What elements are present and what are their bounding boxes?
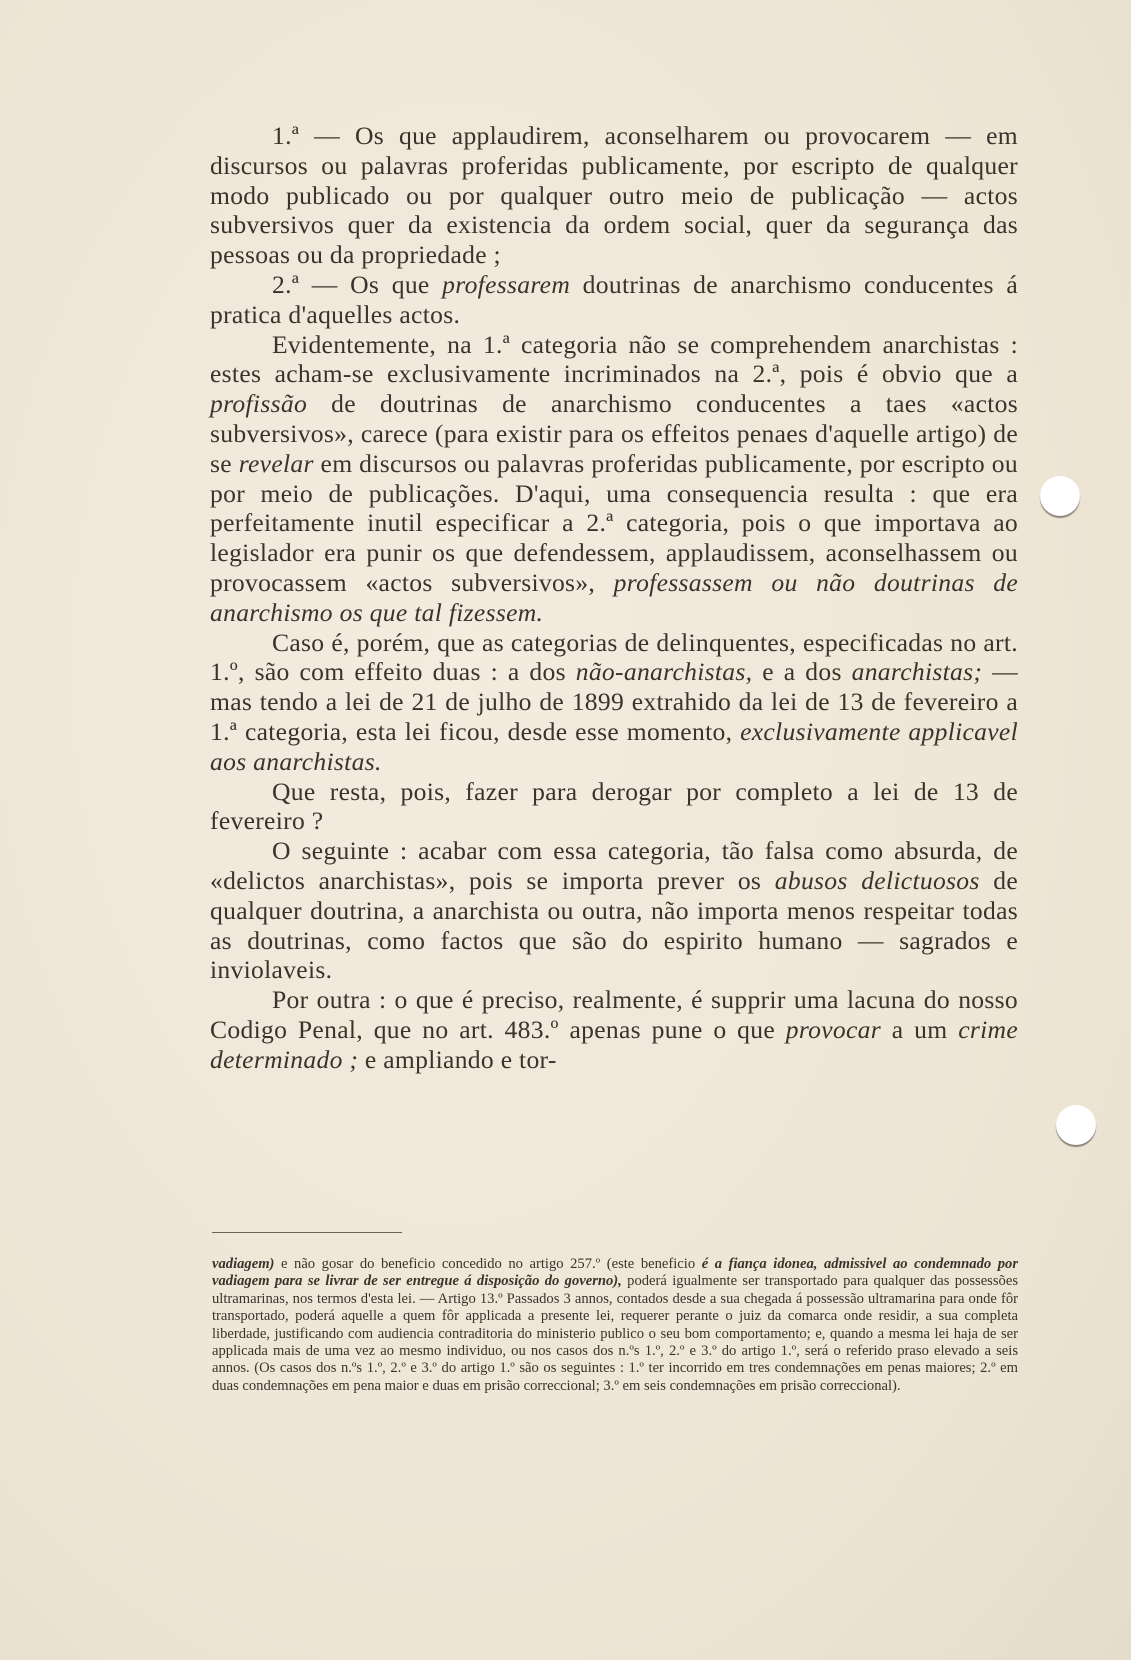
footnote-segment: é a fiança idonea, admissivel ao condemnado por vadiagem para se livrar de ser entregue á disposição do governo), xyxy=(212,1256,1018,1290)
paragraph-6-segment: crime determinado ; xyxy=(210,1014,1018,1074)
paragraph-4 xyxy=(210,628,1018,777)
paragraph-1-segment: doutrinas de anarchismo conducentes á pratica d'aquelles actos. xyxy=(210,269,1018,329)
paragraph-2-segment xyxy=(753,568,772,597)
paragraph-2 xyxy=(210,270,1018,330)
paragraph-1-segment: 2.ª — Os que xyxy=(272,269,443,299)
footnote-segment: poderá igualmente ser transportado para qualquer das possessões ultramarinas, nos termos d'esta lei. — Artigo 13.º Passados 3 annos, contados desde a sua chegada á possessão ultramarina para onde fôr transportado, poderá aquelle a quem fôr applicada a presente lei, requerer perante o juiz da comarca onde residir, a sua completa liberdade, justificando com audiencia contraditoria do ministerio publico o seu bom comportamento; e, quando a mesma lei haja de ser applicada mais de uma vez ao mesmo individuo, ou nos casos dos n.ºs 1.º, 2.º e 3.º do artigo 1.º, será o referido praso elevado a seis annos. (Os casos dos n.ºs 1.º, 2.º e 3.º do artigo 1.º são os seguintes : 1.º ter incorrido em tres condemnações em penas maiores; 2.º em duas condemnações em pena maior e duas em prisão correccional; 3.º em seis condemnações em prisão correccional). xyxy=(212,1273,1018,1394)
paragraph-6-segment: a um xyxy=(881,1014,959,1044)
paragraph-3-segment: não-anarchistas, xyxy=(575,657,753,687)
paragraph-2-segment: Evidentemente, na 1.ª categoria não se comprehendem anarchistas : estes acham-se exclusivamente incriminados na 2.ª, pois é obvio que a xyxy=(210,329,1018,389)
footnote xyxy=(212,1256,1018,1395)
paragraph-3 xyxy=(210,330,1018,628)
paragraph-2-segment: de doutrinas de anarchismo conducentes a taes «actos subversivos», carece (para existir para os effeitos penaes d'aquelle artigo) de se xyxy=(210,389,1018,478)
paragraph-3-segment: anarchistas; xyxy=(851,657,983,687)
paragraph-5-segment: de qualquer doutrina, a anarchista ou outra, não importa menos respeitar todas as doutrinas, como factos que são do espirito humano — sagrados e inviolaveis. xyxy=(210,865,1018,985)
paragraph-3-segment: — mas tendo a lei de 21 de julho de 1899 extrahido da lei de 13 de fevereiro a 1.ª categoria, esta lei ficou, desde esse momento, xyxy=(210,657,1018,746)
main-text xyxy=(210,121,1018,1075)
paragraph-3-segment: e a dos xyxy=(752,657,852,687)
paragraph-3-segment: exclusivamente applicavel aos anarchistas. xyxy=(210,716,1019,776)
paragraph-5-segment: abusos delictuosos xyxy=(774,865,980,895)
paragraph-5 xyxy=(210,777,1018,837)
punch-hole-top xyxy=(1040,476,1080,516)
paragraph-1-segment: professarem xyxy=(442,269,571,299)
punch-hole-bottom xyxy=(1056,1105,1096,1145)
paragraph-6-segment: provocar xyxy=(785,1014,882,1044)
paragraph-6 xyxy=(210,836,1018,985)
paragraph-3-segment: Caso é, porém, que as categorias de delinquentes, especificadas no art. 1.º, são com effeito duas : a dos xyxy=(210,627,1018,687)
paragraph-7 xyxy=(210,985,1018,1074)
paragraph-6-segment: e ampliando e tor- xyxy=(358,1044,557,1074)
paragraph-2-segment: ou não doutrinas de anarchismo os que tal fizessem. xyxy=(210,567,1018,627)
footnote-separator xyxy=(212,1232,402,1233)
paragraph-5-segment: O seguinte : acabar com essa categoria, tão falsa como absurda, de «delictos anarchistas», pois se importa prever os xyxy=(210,836,1018,895)
paragraph-4-segment: Que resta, pois, fazer para derogar por completo a lei de 13 de fevereiro ? xyxy=(210,776,1018,836)
paragraph-2-segment: profissão xyxy=(210,389,308,419)
paragraph-2-segment: revelar xyxy=(238,448,314,478)
footnote-segment: e não gosar do beneficio concedido no artigo 257.º (este beneficio xyxy=(274,1256,702,1272)
paragraph-2-segment: professassem xyxy=(613,567,753,597)
paragraph-0-segment: 1.ª — Os que applaudirem, aconselharem ou provocarem — em discursos ou palavras proferidas publicamente, por escripto de qualquer modo publicado ou por qualquer outro meio de publicação — actos subversivos quer da existencia da ordem social, quer da segurança das pessoas ou da propriedade ; xyxy=(210,121,1018,270)
paragraph-2-segment: em discursos ou palavras proferidas publicamente, por escripto ou por meio de publicações. D'aqui, uma consequencia resulta : que era perfeitamente inutil especificar a 2.ª categoria, pois o que importava ao legislador era punir os que defendessem, applaudissem, aconselhassem ou provocassem «actos subversivos», xyxy=(210,448,1018,597)
paragraph-6-segment: Por outra : o que é preciso, realmente, é supprir uma lacuna do nosso Codigo Penal, que no art. 483.º apenas pune o que xyxy=(210,985,1018,1044)
paragraph-1 xyxy=(210,121,1018,270)
footnote-segment: vadiagem) xyxy=(212,1256,275,1272)
